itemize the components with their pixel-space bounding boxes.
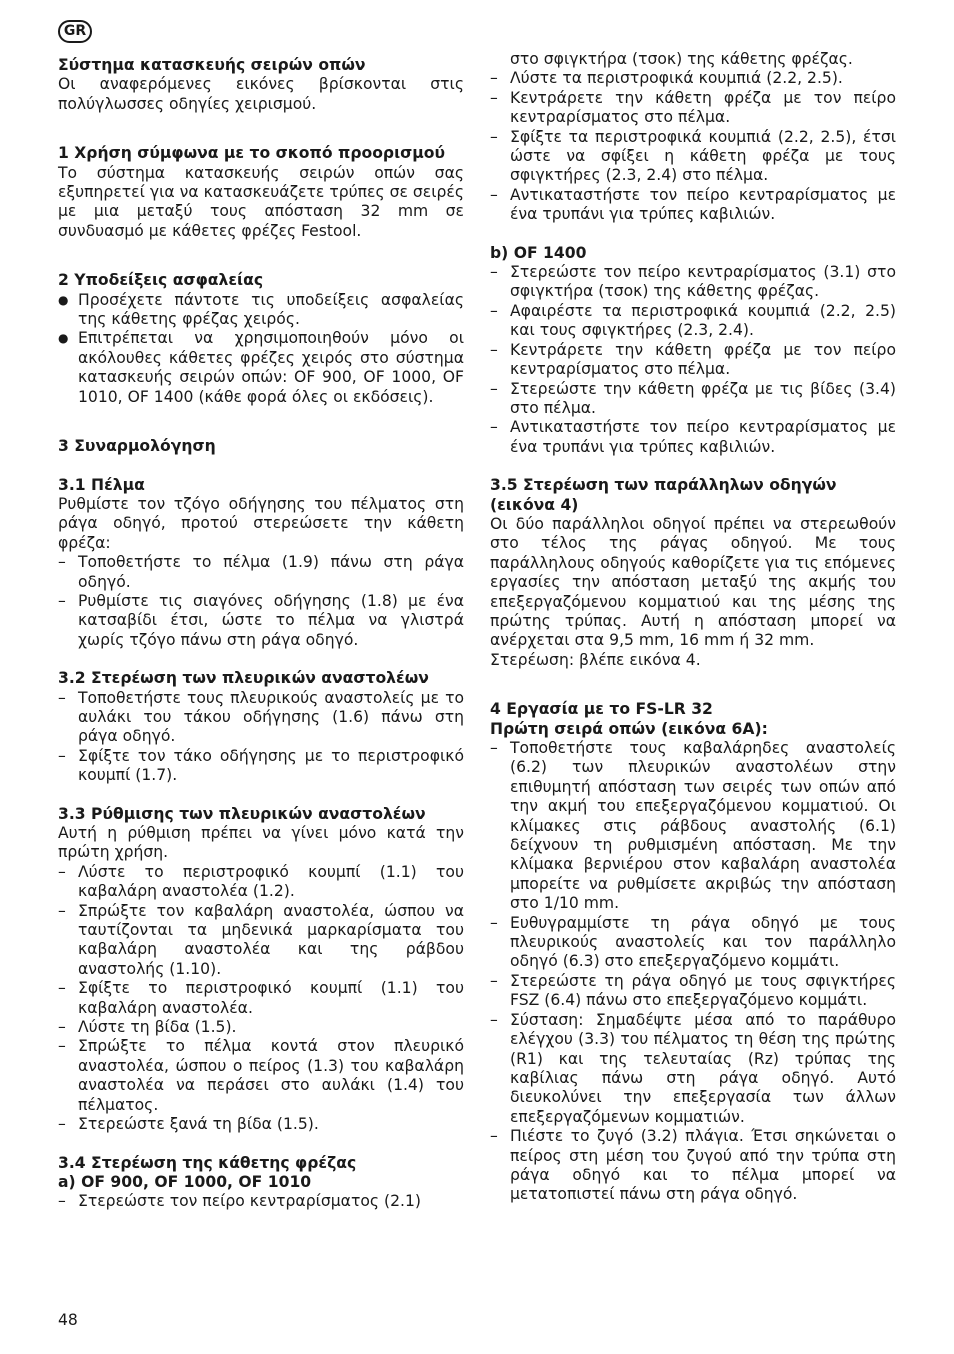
list-item: – Αντικαταστήστε τον πείρο κεντραρίσματος με ένα τρυπάνι για τρύπες καβιλιών.	[490, 186, 896, 225]
list-item-continuation: στο σφιγκτήρα (τσοκ) της κάθετης φρέζας.	[510, 50, 853, 68]
list-item: – Στερεώστε την κάθετη φρέζα με τις βίδες (3.4) στο πέλμα.	[490, 380, 896, 419]
list-item: – Σύσταση: Σημαδέψτε μέσα από το παράθυρο ελέγχου (3.3) του πέλματος τη θέση της πρώτης (R1) και της τελευταίας (Rz) τρύπας της καβίλιας πάνω στη ράγα οδηγό. Αυτό διευκολύνει την επεξεργασία των άλλων επεξεργαζόμενων κομματιών.	[490, 1011, 896, 1127]
list-item: – Σφίξτε τον τάκο οδήγησης με το περιστροφικό κουμπί (1.7).	[58, 747, 464, 786]
list-item: – Αφαιρέστε τα περιστροφικά κουμπιά (2.2, 2.5) και τους σφιγκτήρες (2.3, 2.4).	[490, 302, 896, 341]
section-3-4a-list	[490, 69, 896, 224]
list-item: – Στερεώστε τον πείρο κεντραρίσματος (3.1) στο σφιγκτήρα (τσοκ) της κάθετης φρέζας.	[490, 263, 896, 302]
list-item: – Σφίξτε το περιστροφικό κουμπί (1.1) του καβαλάρη αναστολέα.	[58, 979, 464, 1018]
section-3-title: 3 Συναρμολόγηση	[58, 437, 216, 456]
section-3-2-title: 3.2 Στερέωση των πλευρικών αναστολέων	[58, 669, 429, 688]
section-4-list	[490, 739, 896, 1205]
section-3-5-text-2: Στερέωση: βλέπε εικόνα 4.	[490, 650, 701, 669]
intro-text: Οι αναφερόμενες εικόνες βρίσκονται στις πολύγλωσσες οδηγίες χειρισμού.	[58, 75, 464, 113]
page-number: 48	[58, 1311, 78, 1329]
section-3-1-list	[58, 553, 464, 650]
section-3-4b-title: b) OF 1400	[490, 243, 587, 262]
section-3-5-text: Οι δύο παράλληλοι οδηγοί πρέπει να στερεωθούν στο τέλος της ράγας οδηγού. Με τους παράλληλους οδηγούς καθορίζετε για τις επόμενες εργασίες την απόσταση μεταξύ της ακμής του επεξεργαζόμενου κομματιού και της μέσης της πρώτης τρύπας. Αυτή η απόσταση μπορεί να ανέρχεται στα 9,5 mm, 16 mm ή 32 mm.	[490, 514, 896, 650]
language-badge: GR	[58, 20, 92, 43]
section-3-4-title: 3.4 Στερέωση της κάθετης φρέζας	[58, 1153, 357, 1172]
section-3-3-list	[58, 863, 464, 1135]
section-1-text: Το σύστημα κατασκευής σειρών οπών σας εξυπηρετεί για να κατασκευάζετε τρύπες σε σειρές με μια μεταξύ τους απόσταση 32 mm σε συνδυασμό με κάθετες φρέζες Festool.	[58, 163, 464, 240]
right-column	[490, 50, 896, 1205]
left-column	[58, 56, 464, 1212]
list-item: – Κεντράρετε την κάθετη φρέζα με τον πείρο κεντραρίσματος στο πέλμα.	[490, 341, 896, 380]
list-item: – Σπρώξτε το πέλμα κοντά στον πλευρικό αναστολέα, ώσπου ο πείρος (1.3) του καβαλάρη αναστολέα να περάσει στο αυλάκι (1.4) του πέλματος.	[58, 1037, 464, 1115]
list-item: – Λύστε τα περιστροφικά κουμπιά (2.2, 2.5).	[490, 69, 896, 88]
section-3-1-title: 3.1 Πέλμα	[58, 475, 145, 494]
section-3-1-text: Ρυθμίστε τον τζόγο οδήγησης του πέλματος στη ράγα οδηγό, προτού στερεώσετε την κάθετη φρέζα:	[58, 494, 464, 552]
list-item: – Στερεώστε ξανά τη βίδα (1.5).	[58, 1115, 464, 1134]
list-item: – Σφίξτε τα περιστροφικά κουμπιά (2.2, 2.5), έτσι ώστε να σφίξει η κάθετη φρέζα με τους σφιγκτήρες (2.3, 2.4) στο πέλμα.	[490, 128, 896, 186]
list-item: – Ευθυγραμμίστε τη ράγα οδηγό με τους πλευρικούς αναστολείς και τον παράλληλο οδηγό (6.3) στο επεξεργαζόμενο κομμάτι.	[490, 914, 896, 972]
section-3-4a-title: a) OF 900, OF 1000, OF 1010	[58, 1172, 312, 1191]
section-3-4a-list-start	[58, 1192, 464, 1211]
list-item: – Πιέστε το ζυγό (3.2) πλάγια. Έτσι σηκώνεται ο πείρος στη μέση του ζυγού από την τρύπα στη ράγα οδηγό και το πέλμα μπορεί να μετατοπιστεί πάνω στη ράγα οδηγό.	[490, 1127, 896, 1205]
list-item: – Κεντράρετε την κάθετη φρέζα με τον πείρο κεντραρίσματος στο πέλμα.	[490, 89, 896, 128]
list-item: ● Προσέχετε πάντοτε τις υποδείξεις ασφαλείας της κάθετης φρέζας χειρός.	[58, 291, 464, 330]
list-item: – Λύστε τη βίδα (1.5).	[58, 1018, 464, 1037]
section-3-3-title: 3.3 Ρύθμισης των πλευρικών αναστολέων	[58, 804, 426, 823]
section-4-subtitle: Πρώτη σειρά οπών (εικόνα 6A):	[490, 719, 768, 738]
section-4-title: 4 Εργασία με το FS-LR 32	[490, 700, 713, 719]
section-2-title: 2 Υποδείξεις ασφαλείας	[58, 271, 264, 290]
list-item: – Τοποθετήστε το πέλμα (1.9) πάνω στη ράγα οδηγό.	[58, 553, 464, 592]
section-2-list	[58, 291, 464, 407]
section-3-4b-list	[490, 263, 896, 457]
section-3-4a-list-cont	[490, 50, 896, 69]
intro-title: Σύστημα κατασκευής σειρών οπών	[58, 56, 366, 74]
list-item: – Σπρώξτε τον καβαλάρη αναστολέα, ώσπου να ταυτίζονται τα μηδενικά μαρκαρίσματα του καβαλάρη αναστολέα και της ράβδου αναστολής (1.10).	[58, 902, 464, 980]
section-3-2-list	[58, 689, 464, 786]
section-3-5-title: 3.5 Στερέωση των παράλληλων οδηγών (εικόνα 4)	[490, 476, 837, 514]
section-3-3-text: Αυτή η ρύθμιση πρέπει να γίνει μόνο κατά την πρώτη χρήση.	[58, 824, 464, 862]
list-item: – Αντικαταστήστε τον πείρο κεντραρίσματος με ένα τρυπάνι για τρύπες καβιλιών.	[490, 418, 896, 457]
section-1-title: 1 Χρήση σύμφωνα με το σκοπό προορισμού	[58, 144, 446, 163]
list-item: – Στερεώστε τη ράγα οδηγό με τους σφιγκτήρες FSZ (6.4) πάνω στο επεξεργαζόμενο κομμάτι.	[490, 972, 896, 1011]
list-item: ● Επιτρέπεται να χρησιμοποιηθούν μόνο οι ακόλουθες κάθετες φρέζες χειρός στο σύστημα κατασκευής σειρών οπών: OF 900, OF 1000, OF 1010, OF 1400 (κάθε φορά όλες οι εκδόσεις).	[58, 329, 464, 407]
list-item: – Στερεώστε τον πείρο κεντραρίσματος (2.1)	[58, 1192, 464, 1211]
list-item: – Λύστε το περιστροφικό κουμπί (1.1) του καβαλάρη αναστολέα (1.2).	[58, 863, 464, 902]
list-item: – Ρυθμίστε τις σιαγόνες οδήγησης (1.8) με ένα κατσαβίδι έτσι, ώστε το πέλμα να γλιστρά χωρίς τζόγο πάνω στη ράγα οδηγό.	[58, 592, 464, 650]
list-item: – Τοποθετήστε τους πλευρικούς αναστολείς με το αυλάκι του τάκου οδήγησης (1.6) πάνω στη ράγα οδηγό.	[58, 689, 464, 747]
list-item: – Τοποθετήστε τους καβαλάρηδες αναστολείς (6.2) των πλευρικών αναστολέων στην επιθυμητή απόσταση των σειρές των οπών από την ακμή του επεξεργαζόμενου κομματιού. Οι κλίμακες στις ράβδους αναστολής (6.1) δείχνουν τη ρυθμισμένη απόσταση. Με την κλίμακα βερνιέρου στον καβαλάρη αναστολέα μπορείτε να ρυθμίσετε ακριβώς την απόσταση στο 1/10 mm.	[490, 739, 896, 914]
